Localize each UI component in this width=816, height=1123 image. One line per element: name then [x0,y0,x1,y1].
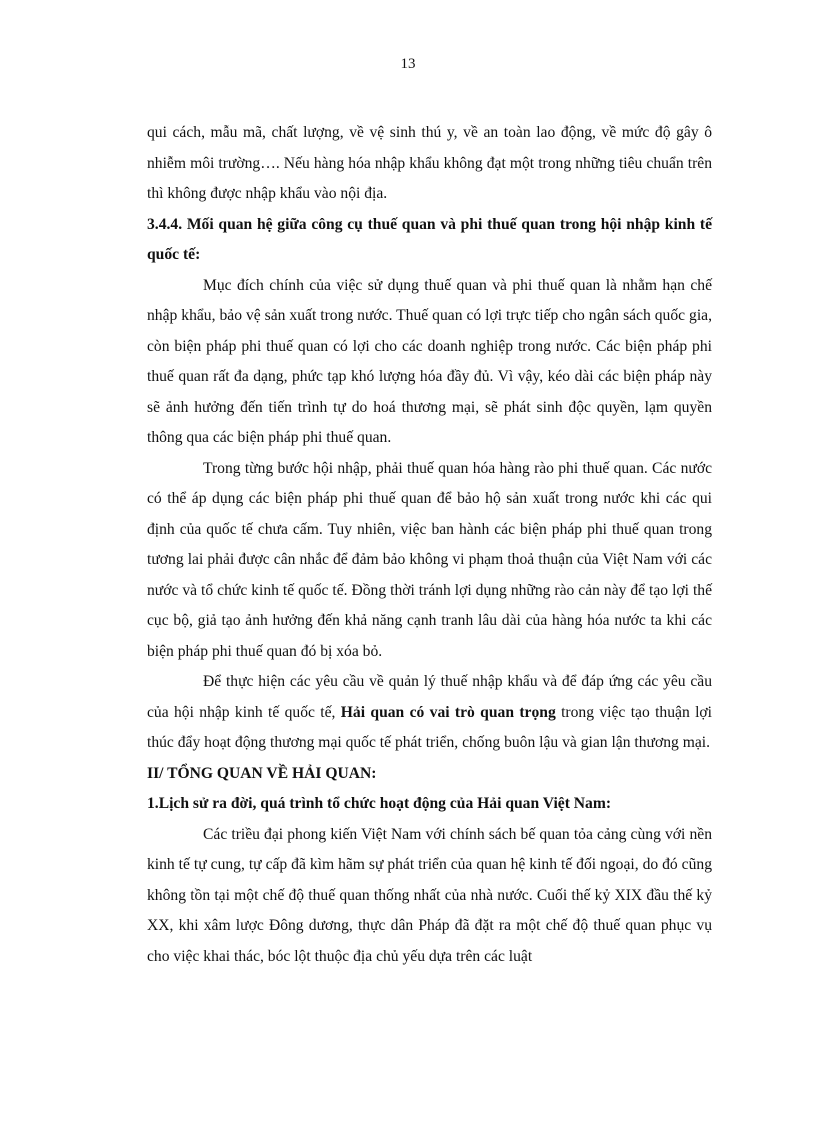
paragraph: Các triều đại phong kiến Việt Nam với chính sách bế quan tỏa cảng cùng với nền kinh tế tự cung, tự cấp đã kìm hãm sự phát triển của quan hệ kinh tế đối ngoại, do đó cũng không tồn tại một chế độ thuế quan thống nhất của nhà nước. Cuối thế kỷ XIX đầu thế kỷ XX, khi xâm lược Đông dương, thực dân Pháp đã đặt ra một chế độ thuế quan phục vụ cho việc khai thác, bóc lột thuộc địa chủ yếu dựa trên các luật [147,825,712,965]
document-body [147,118,712,972]
section-heading-3-4-4: 3.4.4. Mối quan hệ giữa công cụ thuế quan và phi thuế quan trong hội nhập kinh tế quốc tế: [147,215,712,263]
paragraph: Mục đích chính của việc sử dụng thuế quan và phi thuế quan là nhằm hạn chế nhập khẩu, bảo vệ sản xuất trong nước. Thuế quan có lợi trực tiếp cho ngân sách quốc gia, còn biện pháp phi thuế quan có lợi cho các doanh nghiệp trong nước. Các biện pháp phi thuế quan rất đa dạng, phức tạp khó lượng hóa đầy đủ. Vì vậy, kéo dài các biện pháp này sẽ ảnh hưởng đến tiến trình tự do hoá thương mại, sẽ phát sinh độc quyền, lạm quyền thông qua các biện pháp phi thuế quan. [147,276,712,446]
paragraph-continued: qui cách, mẫu mã, chất lượng, về vệ sinh thú y, về an toàn lao động, về mức độ gây ô nhiễm môi trường…. Nếu hàng hóa nhập khẩu không đạt một trong những tiêu chuẩn trên thì không được nhập khẩu vào nội địa. [147,124,712,202]
emphasis-text: Hải quan có vai trò quan trọng [340,703,556,721]
paragraph: Trong từng bước hội nhập, phải thuế quan hóa hàng rào phi thuế quan. Các nước có thể áp dụng các biện pháp phi thuế quan để bảo hộ sản xuất trong nước khi các qui định của quốc tế chưa cấm. Tuy nhiên, việc ban hành các biện pháp phi thuế quan trong tương lai phải được cân nhắc để đảm bảo không vi phạm thoả thuận của Việt Nam với các nước và tổ chức kinh tế quốc tế. Đồng thời tránh lợi dụng những rào cản này để tạo lợi thế cục bộ, giả tạo ảnh hưởng đến khả năng cạnh tranh lâu dài của hàng hóa nước ta khi các biện pháp phi thuế quan đó bị xóa bỏ. [147,459,712,660]
section-heading-ii: II/ TỔNG QUAN VỀ HẢI QUAN: [147,764,377,782]
paragraph-text: trong việc tạo thuận lợi thúc đẩy hoạt động thương mại quốc tế phát triển, chống buôn lậu và gian lận thương mại. [147,703,713,751]
subsection-heading-1: 1.Lịch sử ra đời, quá trình tổ chức hoạt động của Hải quan Việt Nam: [147,795,612,812]
page-number: 13 [400,56,416,72]
paragraph-text: Để thực hiện các yêu cầu về quản lý thuế nhập khẩu và để đáp ứng các yêu cầu của hội nhập kinh tế quốc tế, [147,673,712,721]
paragraph-customs-role [147,667,712,759]
